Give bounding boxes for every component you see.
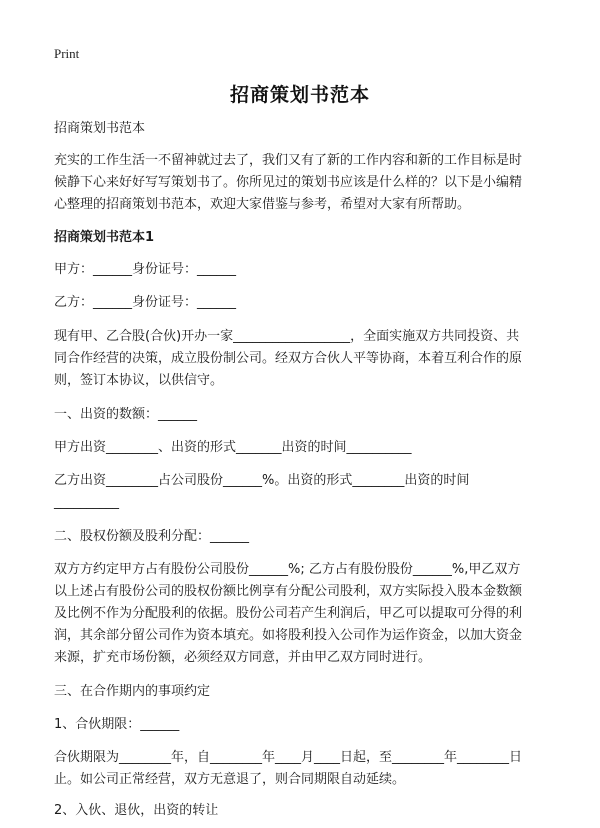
paragraph1-line-2: 同合作经营的决策，成立股份制公司。经双方合伙人平等协商，本着互利合作的原 [54, 351, 523, 366]
item1-party-b-line-2: __________ [54, 495, 119, 510]
item1-party-a: 甲方出资________、出资的形式_______出资的时间__________ [54, 440, 412, 455]
paragraph2-line-1: 双方方约定甲方占有股份公司股份______%; 乙方占有股份股份______%,甲乙双方 [54, 562, 521, 577]
item3-heading: 三、在合作期内的事项约定 [54, 684, 211, 699]
section-heading: 招商策划书范本1 [54, 230, 155, 245]
document-subtitle: 招商策划书范本 [54, 121, 146, 136]
paragraph2-line-5: 来源，扩充市场份额，必须经双方同意，并由甲乙双方同时进行。 [54, 650, 432, 665]
paragraph2-line-4: 润，其余部分留公司作为资本填充。如将股利投入公司作为运作资金，以加大资金 [54, 628, 523, 643]
paragraph3-line-2: 止。如公司正常经营，双方无意退了，则合同期限自动延续。 [54, 772, 406, 787]
paragraph2-line-2: 以上述占有股份公司的股权份额比例享有分配公司股利，双方实际投入股本金数额 [54, 584, 523, 599]
document-title: 招商策划书范本 [229, 84, 370, 106]
item1-heading: 一、出资的数额：______ [54, 407, 198, 422]
paragraph1-line-3: 则，签订本协议，以供信守。 [54, 373, 224, 388]
party-a-line: 甲方：______身份证号：______ [54, 262, 237, 277]
item1-party-b-line-1: 乙方出资________占公司股份______%。出资的形式________出资的时间 [54, 473, 470, 488]
paragraph1-line-1: 现有甲、乙合股(合伙)开办一家__________________，全面实施双方共同投资、共 [54, 329, 520, 344]
party-b-line: 乙方：______身份证号：______ [54, 295, 237, 310]
intro-line-3: 心整理的招商策划书范本，欢迎大家借鉴与参考，希望对大家有所帮助。 [54, 197, 471, 212]
paragraph2-line-3: 及比例不作为分配股利的依据。股份公司若产生利润后，甲乙可以提取可分得的利 [54, 606, 523, 621]
intro-line-1: 充实的工作生活一不留神就过去了，我们又有了新的工作内容和新的工作目标是时 [54, 153, 523, 168]
intro-line-2: 候静下心来好好写写策划书了。你所见过的策划书应该是什么样的？以下是小编精 [54, 175, 523, 190]
item2-heading: 二、股权份额及股利分配：______ [54, 529, 250, 544]
paragraph3-line-1: 合伙期限为________年，自________年____月____日起，至________年________日 [54, 750, 523, 765]
item3-2-heading: 2、入伙、退伙，出资的转让 [54, 803, 219, 818]
print-label: Print [54, 46, 80, 61]
item3-1-heading: 1、合伙期限：______ [54, 717, 180, 732]
